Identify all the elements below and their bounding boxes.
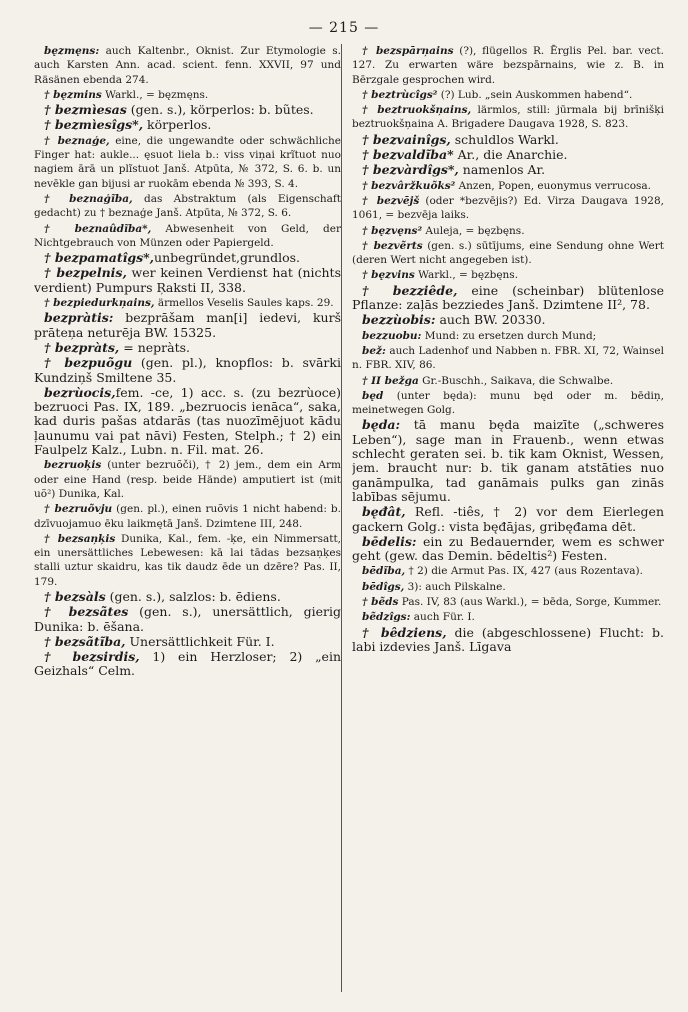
entry-headword: będa:	[362, 417, 401, 433]
entry-headword: † bezvaldĩba*	[362, 147, 454, 163]
dictionary-entry	[34, 458, 341, 501]
dictionary-entry	[352, 194, 664, 223]
entry-definition: 3): auch Pilskalne.	[404, 580, 506, 593]
dictionary-entry	[34, 590, 341, 604]
entry-definition: ein zu Bedauernder, wem es schwer geht (gew. das Demin. bēdeltis²) Festen.	[352, 533, 664, 564]
dictionary-entry	[34, 222, 341, 251]
entry-definition: (gen. pl.), einen ruõvis 1 nicht habend: b. dzīvuojamuo ēku laikmętā Janš. Dzimtene III, 248.	[34, 503, 341, 530]
dictionary-entry	[34, 118, 341, 132]
entry-headword: † II bežga	[362, 374, 419, 387]
entry-definition: (gen. pl.), knopflos: b. svārki Kundziņš Smiltene 35.	[34, 355, 341, 385]
entry-definition: (oder *bezvējis?) Ed. Virza Daugava 1928, 1061, = bezvēja laiks.	[352, 194, 664, 222]
entry-headword: † bezruõvju	[44, 503, 113, 516]
entry-headword: † bezpràts,	[44, 339, 120, 355]
entry-headword: † bezpamatîgs*,	[44, 250, 155, 266]
entry-headword: † beztruokšņains,	[362, 104, 472, 117]
left-column	[34, 44, 341, 1004]
entry-definition: auch Für. I.	[410, 611, 475, 624]
entry-definition: wer keinen Verdienst hat (nichts verdient) Pumpurs Ŗaksti II, 338.	[34, 265, 341, 295]
entry-definition: Dunika, Kal., fem. -ķe, ein Nimmersatt, ein unersättliches Lebewesen: kā lai tādas bezsaņķes stalli uztur skaidru, kas tik daudz ēde un dzēre? Pas. II, 179.	[34, 532, 341, 588]
entry-definition: (unter będa): munu będ oder m. bēdiņ, meinetwegen Golg.	[352, 389, 664, 417]
entry-definition: = nepràts.	[119, 339, 190, 355]
entry-definition: 1) ein Herzloser; 2) „ein Geizhals“ Celm.	[34, 649, 341, 679]
entry-headword: bezruoķis	[44, 459, 102, 472]
dictionary-entry	[352, 88, 664, 102]
entry-headword: † beznaûdĩba*,	[44, 222, 152, 235]
entry-headword: † bęzvęns²	[362, 224, 423, 237]
entry-definition: (gen. s.) sūtījums, eine Sendung ohne Wert (deren Wert nicht angegeben ist).	[352, 239, 664, 267]
dictionary-entry	[34, 311, 341, 340]
entry-definition: Ar., die Anarchie.	[453, 147, 568, 163]
dictionary-entry	[352, 564, 664, 578]
dictionary-entry	[34, 532, 341, 589]
entry-headword: † bezspārņains	[362, 45, 454, 57]
entry-definition: Abwesenheit von Geld, der Nichtgebrauch von Münzen oder Papiergeld.	[34, 222, 341, 249]
entry-definition: auch Kaltenbr., Oknist. Zur Etymologie s. auch Karsten Ann. acad. scient. fenn. XXVII, 97 und Räsänen ebenda 274.	[34, 45, 341, 86]
dictionary-entry	[352, 179, 664, 193]
dictionary-entry	[352, 389, 664, 418]
entry-definition: auch Ladenhof und Nabben n. FBR. XI, 72, Wainsel n. FBR. XIV, 86.	[352, 344, 664, 372]
dictionary-entry	[352, 163, 664, 177]
dictionary-entry	[34, 134, 341, 191]
entry-headword: † bęzvins	[362, 269, 415, 282]
entry-headword: † bezvainîgs,	[362, 131, 451, 147]
entry-headword: † bezsaņķis	[44, 532, 116, 545]
dictionary-entry	[352, 44, 664, 87]
entry-headword: bęđât,	[362, 504, 406, 520]
dictionary-entry	[352, 148, 664, 162]
dictionary-entry	[34, 251, 341, 265]
entry-definition: tā manu będa maizīte („schweres Leben“), sage man in Frauenb., wenn etwas schlecht geraten sei. b. tik kam Oknist, Wessen, jem. braucht nur: b. tik ganam atstāties nuo ganāmpulka, tad ganāmais pulks gan zinās labības sējumu.	[352, 417, 664, 504]
entry-headword: † bezpelnis,	[44, 265, 127, 281]
dictionary-entry	[352, 595, 664, 609]
column-divider	[341, 44, 342, 992]
entry-definition: (?), flügellos R. Ērglis Pel. bar. vect. 127. Zu erwarten wäre bezspārnains, wie z. B. in Bērzgale gesprochen wird.	[352, 45, 664, 86]
dictionary-entry	[352, 610, 664, 624]
entry-definition: körperlos.	[143, 117, 212, 133]
entry-definition: fem. -ce, 1) acc. s. (zu bezrùoce) bezruoci Pas. IX, 189. „bezruocis ienāca“, saka, kad duris pašas atdarās (tas nuozīmējuot kādu ļaunumu vai pat nāvi) Festen, Stelph.; † 2) ein Faulpelz Kalz., Lubn. n. Fil. mat. 26.	[34, 384, 341, 458]
dictionary-entry	[352, 268, 664, 282]
dictionary-entry	[34, 192, 341, 221]
dictionary-entry	[352, 344, 664, 373]
dictionary-entry	[34, 605, 341, 634]
entry-definition: auch BW. 20330.	[435, 312, 546, 328]
dictionary-entry	[352, 418, 664, 504]
entry-definition: Gr.-Buschh., Saikava, die Schwalbe.	[418, 374, 614, 387]
dictionary-entry	[352, 224, 664, 238]
dictionary-entry	[34, 296, 341, 310]
entry-definition: eine (scheinbar) blütenlose Pflanze: zaļās bezziedes Janš. Dzimtene II², 78.	[352, 282, 664, 313]
dictionary-entry	[34, 502, 341, 531]
dictionary-entry	[352, 374, 664, 388]
entry-definition: (gen. s.), körperlos: b. bũtes.	[126, 102, 314, 118]
entry-definition: (?) Lub. „sein Auskommen habend“.	[437, 88, 633, 101]
entry-headword: † bezvējš	[362, 194, 420, 207]
entry-headword: bēdelis:	[362, 533, 417, 549]
dictionary-entry	[352, 535, 664, 564]
dictionary-entry	[34, 356, 341, 385]
entry-headword: bezzùobis:	[362, 312, 436, 328]
entry-definition: (gen. s.), unersättlich, gierig Dunika: b. ēšana.	[34, 604, 341, 634]
dictionary-entry	[352, 103, 664, 132]
entry-headword: bęzmęns:	[44, 45, 100, 57]
dictionary-entry	[352, 313, 664, 327]
dictionary-entry	[352, 133, 664, 147]
entry-headword: † bẽds	[362, 595, 399, 608]
entry-headword: † bezpuõgu	[44, 355, 133, 371]
entry-headword: † beztrùcîgs²	[362, 88, 438, 101]
dictionary-entry	[34, 386, 341, 457]
entry-headword: † bezvâržkuõks²	[362, 179, 456, 192]
entry-definition: (gen. s.), salzlos: b. ēdiens.	[105, 588, 281, 604]
entry-headword: bezrùocis,	[44, 384, 116, 400]
dictionary-entry	[352, 580, 664, 594]
entry-definition: Auleja, = bęzbęns.	[422, 224, 525, 237]
entry-definition: Warkl., = bęzmęns.	[101, 88, 209, 101]
dictionary-entry	[34, 103, 341, 117]
entry-headword: † bezsirdis,	[44, 649, 140, 665]
dictionary-entry	[34, 635, 341, 649]
entry-headword: † bezziêde,	[362, 282, 458, 298]
entry-definition: ärmellos Veselis Saules kaps. 29.	[154, 297, 334, 310]
dictionary-entry	[34, 266, 341, 295]
entry-headword: † bezsãtĩba,	[44, 633, 126, 649]
entry-definition: Anzen, Popen, euonymus verrucosa.	[455, 179, 652, 192]
entry-definition: (unter bezruõči), † 2) jem., dem ein Arm oder eine Hand (resp. beide Hände) amputiert ist (mit uõ²) Dunika, Kal.	[34, 459, 341, 500]
dictionary-entry	[352, 505, 664, 534]
dictionary-entry	[34, 44, 341, 87]
entry-headword: † beznaģĩba,	[44, 192, 133, 205]
entry-definition: Mund: zu ersetzen durch Mund;	[421, 329, 597, 342]
entry-headword: bēdîgs,	[362, 580, 405, 593]
entry-headword: † bezpiedurkņains,	[44, 297, 155, 310]
entry-definition: bezprāšam man[i] iedevi, kurš prāteņa neturēja BW. 15325.	[34, 310, 341, 340]
dictionary-entry	[34, 341, 341, 355]
entry-definition: das Abstraktum (als Eigenschaft gedacht) zu † beznaģe Janš. Atpūta, № 372, S. 6.	[34, 192, 341, 220]
entry-headword: † bezsàls	[44, 588, 106, 604]
entry-definition: schuldlos Warkl.	[450, 131, 559, 147]
entry-headword: bež:	[362, 344, 386, 357]
entry-headword: † bęzmins	[44, 88, 102, 101]
entry-definition: eine, die ungewandte oder schwächliche Finger hat: aukle... ęsuot liela b.: viss viņai krĩtuot nuo nagiem ārā un plĩstuot Janš. Atpūta, № 372, S. 6. b. un nevēkle gan bijusi ar ruokām ebenda № 393, S. 4.	[34, 134, 341, 190]
entry-definition: Pas. IV, 83 (aus Warkl.), = bēda, Sorge, Kummer.	[398, 595, 662, 608]
dictionary-entry	[352, 284, 664, 313]
entry-headword: † bezsãtes	[44, 604, 129, 620]
entry-definition: Refl. -tiês, † 2) vor dem Eierlegen gackern Golg.: vista bęđājas, gribęđama dēt.	[352, 504, 664, 534]
entry-definition: † 2) die Armut Pas. IX, 427 (aus Rozentava).	[405, 565, 643, 578]
entry-headword: bezzuobu:	[362, 329, 422, 342]
page-number: — 215 —	[308, 20, 380, 36]
dictionary-entry	[34, 88, 341, 102]
entry-headword: † bezvàrdîgs*,	[362, 162, 459, 178]
entry-headword: † bezmìesas	[44, 102, 127, 118]
entry-definition: lärmlos, still: jūrmala bij brīnišķi beztruokšņaina A. Brigadere Daugava 1928, S. 823.	[352, 104, 664, 131]
entry-headword: † bêdziens,	[362, 624, 447, 640]
entry-definition: die (abgeschlossene) Flucht: b. labi izdevies Janš. Līgava	[352, 624, 664, 654]
entry-definition: namenlos Ar.	[458, 162, 546, 178]
entry-definition: Unersättlichkeit Für. I.	[125, 633, 275, 649]
dictionary-entry	[352, 626, 664, 655]
entry-headword: † bezvẽrts	[362, 239, 423, 252]
entry-headword: bēdĩba,	[362, 565, 406, 578]
dictionary-entry	[352, 239, 664, 268]
dictionary-entry	[352, 329, 664, 343]
entry-headword: bẽdzîgs:	[362, 611, 411, 624]
entry-headword: † bezmìesîgs*,	[44, 117, 144, 133]
right-column	[352, 44, 664, 1004]
dictionary-entry	[34, 650, 341, 679]
entry-headword: bezpràtis:	[44, 310, 114, 326]
entry-headword: będ	[362, 389, 384, 402]
entry-definition: unbegründet,grundlos.	[154, 250, 301, 266]
entry-definition: Warkl., = bęzbęns.	[414, 269, 519, 282]
entry-headword: † beznaģe,	[44, 134, 110, 147]
